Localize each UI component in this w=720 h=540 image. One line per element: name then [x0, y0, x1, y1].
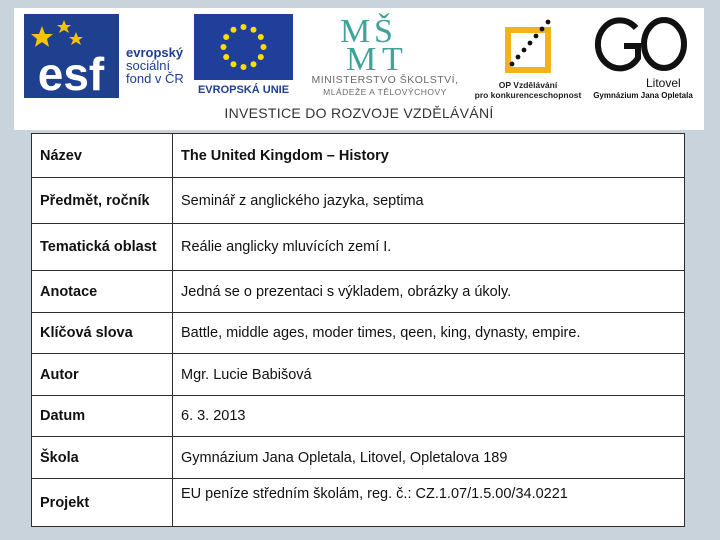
row-value-datum: 6. 3. 2013 [173, 396, 685, 437]
op-mark-icon [502, 14, 554, 76]
row-value-tematicka-oblast: Reálie anglicky mluvících zemí I. [173, 224, 685, 271]
eu-flag-icon [194, 14, 293, 80]
row-label-tematicka-oblast: Tematická oblast [32, 224, 173, 271]
gymnazium-name: Gymnázium Jana Opletala [593, 91, 693, 100]
op-line-2: pro konkurenceschopnost [474, 90, 582, 100]
msmt-line-1: MINISTERSTVO ŠKOLSTVÍ, [311, 74, 459, 86]
msmt-logo [300, 12, 470, 102]
esf-logo [24, 14, 189, 98]
row-label-projekt: Projekt [32, 479, 173, 527]
table-row [32, 134, 685, 178]
svg-text:Š: Š [374, 13, 393, 50]
svg-text:M: M [346, 41, 377, 70]
table-row [32, 354, 685, 396]
row-value-autor: Mgr. Lucie Babišová [173, 354, 685, 396]
go-mark-icon [592, 14, 692, 78]
table-row [32, 271, 685, 313]
row-value-predmet: Seminář z anglického jazyka, septima [173, 178, 685, 224]
esf-mark-icon [24, 14, 119, 98]
row-label-autor: Autor [32, 354, 173, 396]
eu-logo [194, 14, 293, 104]
table-row [32, 479, 685, 527]
table-row [32, 224, 685, 271]
logo-banner [14, 8, 704, 130]
esf-line-1: evropský [126, 45, 184, 60]
table-row [32, 178, 685, 224]
row-label-klicova-slova: Klíčová slova [32, 313, 173, 354]
row-value-skola: Gymnázium Jana Opletala, Litovel, Opletalova 189 [173, 437, 685, 479]
gymnazium-logo [588, 14, 698, 104]
row-label-predmet: Předmět, ročník [32, 178, 173, 224]
row-label-anotace: Anotace [32, 271, 173, 313]
row-label-nazev: Název [32, 134, 173, 178]
op-text [472, 80, 584, 100]
op-line-1: OP Vzdělávání [498, 80, 558, 90]
table-row [32, 396, 685, 437]
row-value-nazev: The United Kingdom – History [173, 134, 685, 178]
row-value-anotace: Jedná se o prezentaci s výkladem, obrázky a úkoly. [173, 271, 685, 313]
metadata-table [31, 133, 685, 527]
esf-line-2: sociální [126, 58, 171, 73]
msmt-line-2: MLÁDEŽE A TĚLOVÝCHOVY [323, 87, 447, 97]
svg-text:T: T [382, 41, 403, 70]
table-row [32, 437, 685, 479]
row-value-klicova-slova: Battle, middle ages, moder times, qeen, king, dynasty, empire. [173, 313, 685, 354]
esf-line-3: fond v ČR [126, 71, 184, 86]
row-label-datum: Datum [32, 396, 173, 437]
svg-text:M: M [340, 13, 371, 50]
esf-text [126, 46, 184, 85]
row-value-projekt: EU peníze středním školám, reg. č.: CZ.1.07/1.5.00/34.0221 [173, 479, 685, 527]
table-row [32, 313, 685, 354]
op-logo [472, 14, 584, 104]
svg-text:esf: esf [37, 48, 105, 98]
gymnazium-city: Litovel [646, 76, 681, 90]
slogan: INVESTICE DO ROZVOJE VZDĚLÁVÁNÍ [224, 105, 494, 121]
row-label-skola: Škola [32, 437, 173, 479]
msmt-mark-icon [340, 12, 420, 70]
eu-label: EVROPSKÁ UNIE [197, 84, 290, 96]
